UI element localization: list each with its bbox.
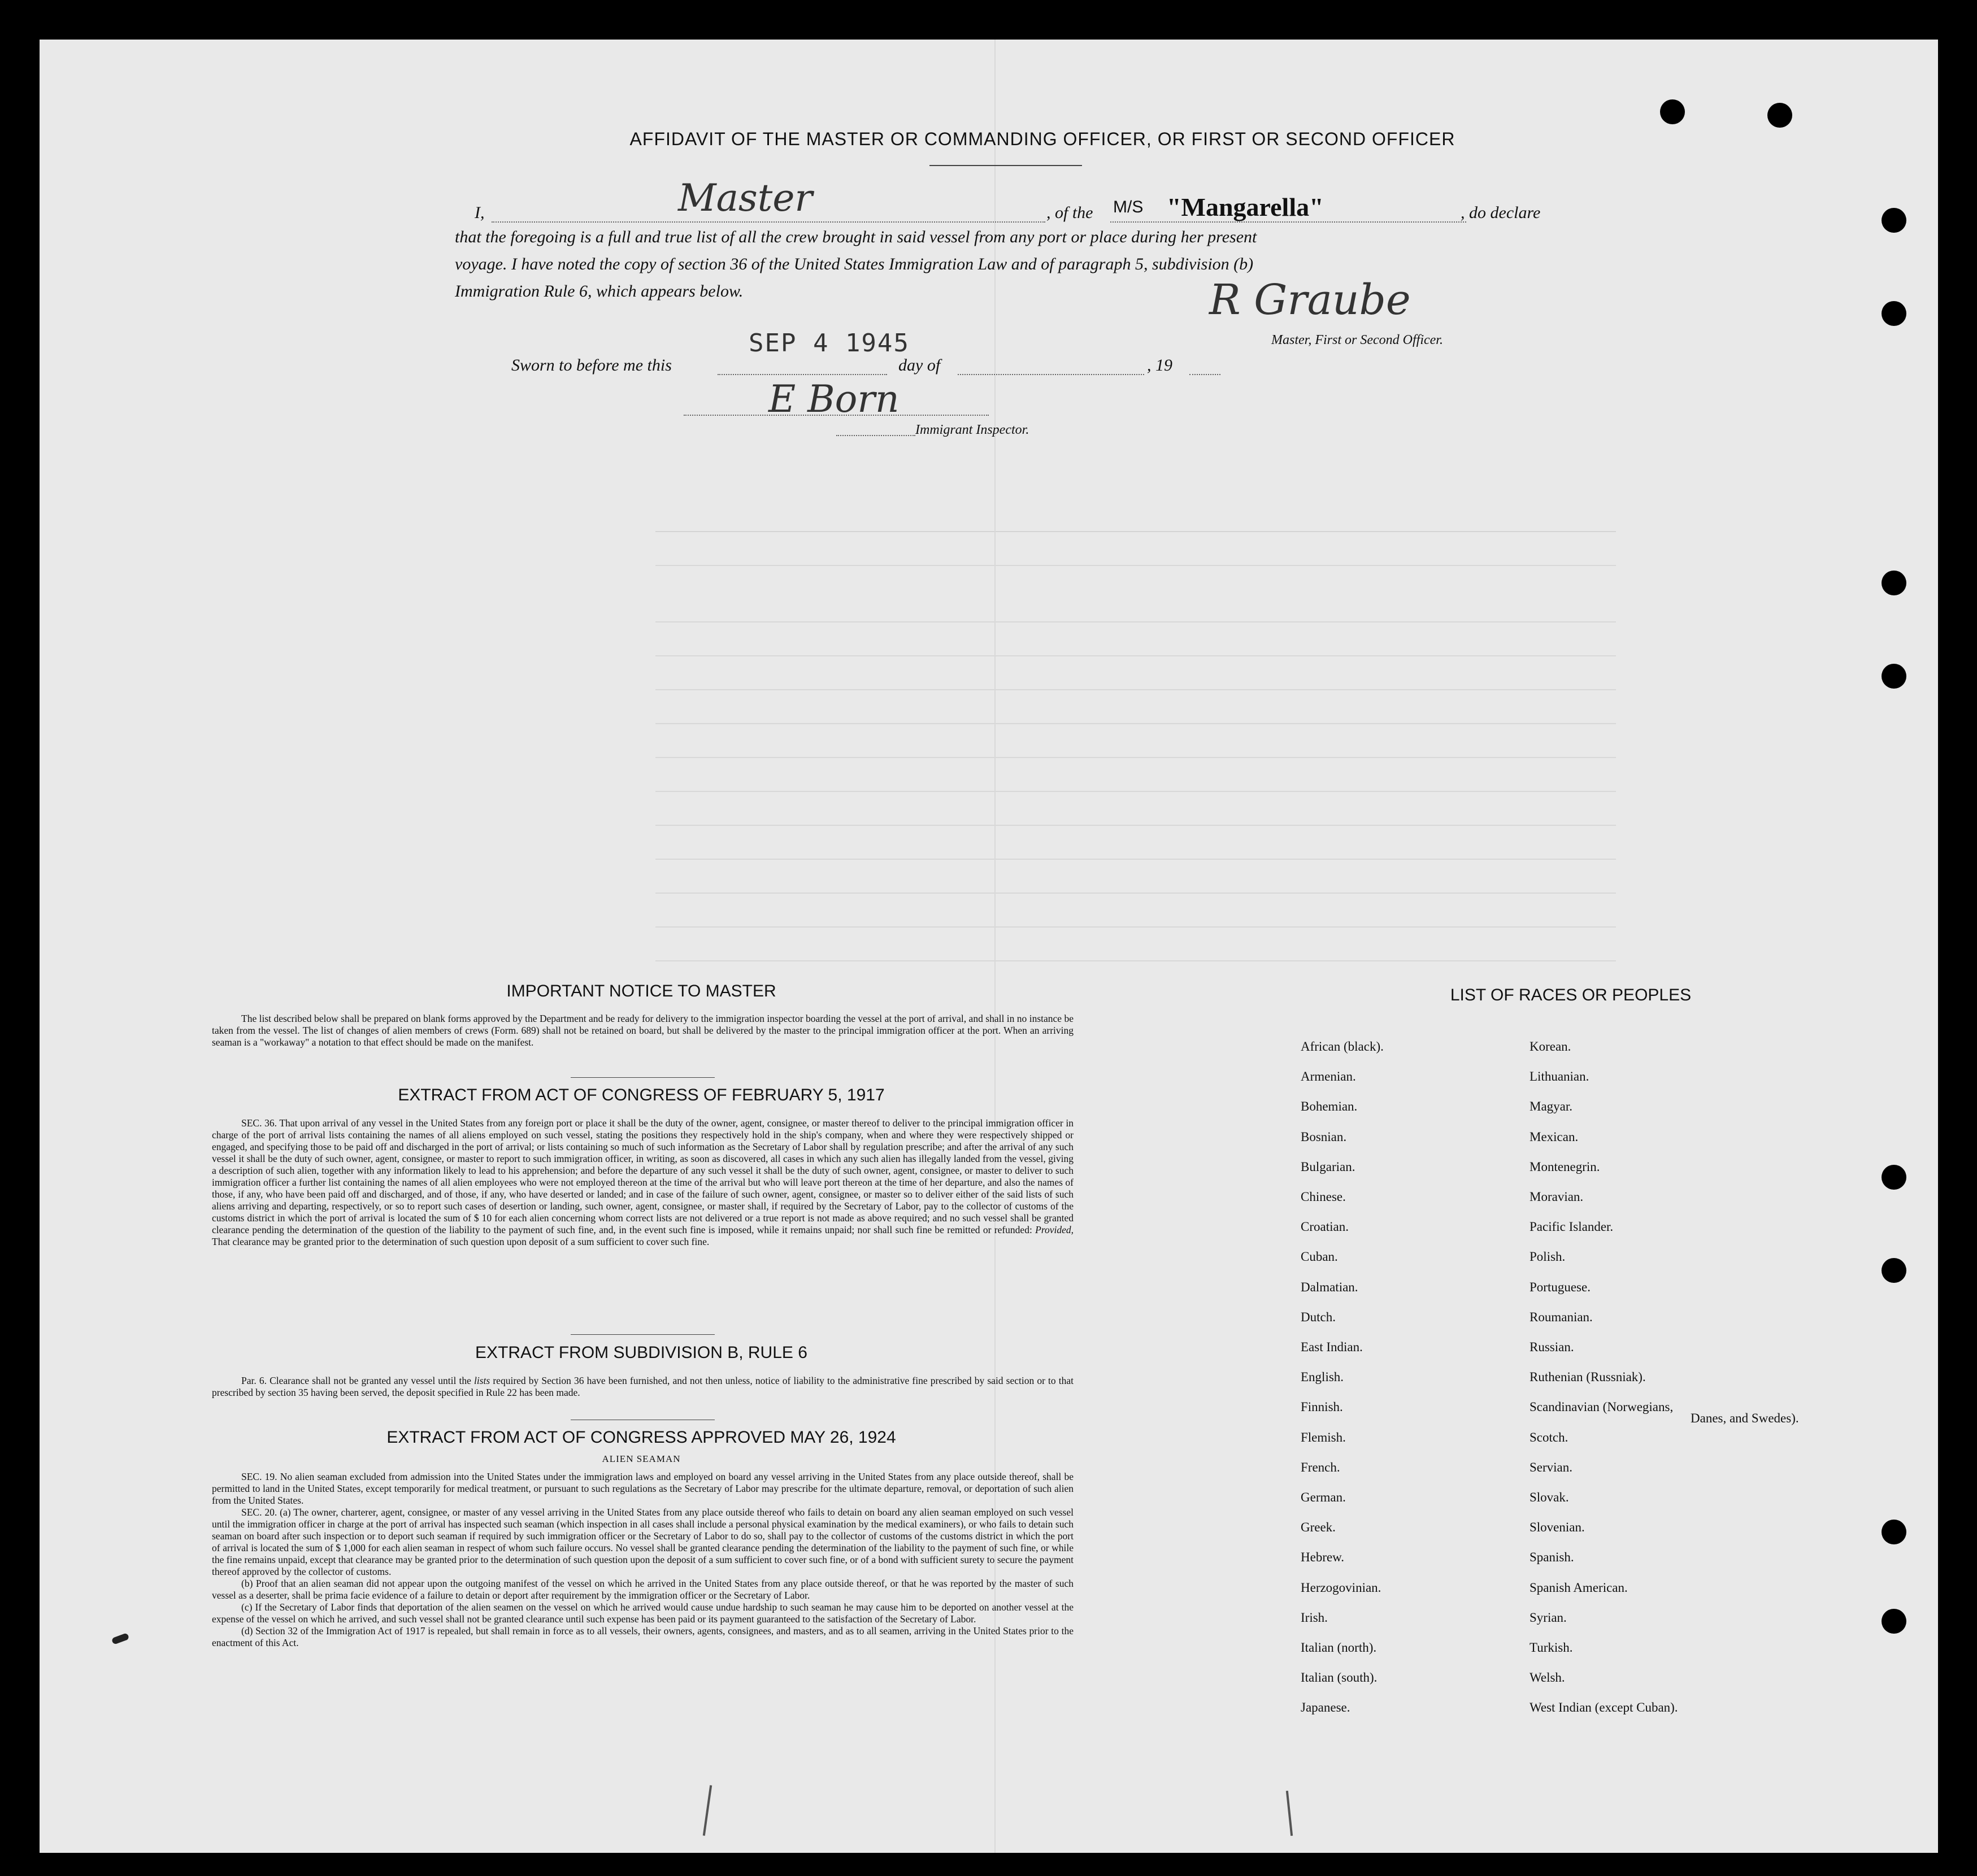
vessel-prefix: M/S — [1113, 198, 1144, 216]
sec-20d-paragraph: (d) Section 32 of the Immigration Act of 1917 is repealed, but shall remain in force as to all vessels, their owners, agents, consignees, and masters, and as to all seamen, arriving in the United States prior to the enactment of this Act. — [212, 1625, 1074, 1648]
provided-word: Provided, — [1035, 1224, 1074, 1235]
extract-1917-body — [212, 1117, 1074, 1248]
race-left-item: Chinese. — [1301, 1190, 1346, 1204]
race-left-item: East Indian. — [1301, 1340, 1363, 1354]
punch-hole — [1882, 1609, 1906, 1634]
vessel-name: "Mangarella" — [1167, 193, 1324, 221]
divider-1 — [571, 1077, 715, 1078]
race-right-item: Scandinavian (Norwegians, — [1530, 1400, 1674, 1414]
punch-hole — [1882, 664, 1906, 689]
race-right-item: Lithuanian. — [1530, 1069, 1589, 1084]
race-left-item: Japanese. — [1301, 1700, 1350, 1715]
race-left-item: Bosnian. — [1301, 1129, 1347, 1144]
rule6-text-a: Par. 6. Clearance shall not be granted any vessel until the — [241, 1375, 471, 1386]
sec-20c-paragraph: (c) If the Secretary of Labor finds that deportation of the alien seamen on the vessel on which he arrived would cause undue hardship to such seaman he may cause him to be deported on another vessel at the expense of the vessel on which he arrived, and such vessel shall not be granted clearance until such expense has been paid or its payment guaranteed to the satisfaction of the Secretary of Labor. — [212, 1601, 1074, 1625]
master-caption: Master, First or Second Officer. — [1271, 333, 1443, 347]
race-left-item: Bulgarian. — [1301, 1159, 1355, 1174]
punch-hole — [1882, 1165, 1906, 1190]
race-left-item: Dalmatian. — [1301, 1279, 1358, 1294]
year-field-line — [1189, 374, 1220, 375]
sworn-label: Sworn to before me this — [511, 356, 672, 375]
races-title: LIST OF RACES OR PEOPLES — [1450, 986, 1692, 1004]
race-right-item: Spanish. — [1530, 1550, 1574, 1565]
notice-title: IMPORTANT NOTICE TO MASTER — [506, 982, 776, 1000]
extract-1917-text: SEC. 36. That upon arrival of any vessel in the United States from any foreign port or place it shall be the duty of the owner, agent, consignee, or master thereof to deliver to the principal immigration officer in charge of the port of arrival lists containing the names of all aliens employed on such vessel, stating the positions they respectively hold in the ship's company, when and where they were respectively shipped or engaged, and specifying those to be paid off and discharged in the port of arrival; or lists containing so much of such information as the Secretary of Labor shall by regulation prescribe; and after the arrival of any such vessel it shall be the duty of such owner, agent, consignee, or master to report to such immigration officer, in writing, as soon as discovered, all cases in which any such alien has illegally landed from the vessel, giving a description of such alien, together with any information likely to lead to his apprehension; and before the departure of any such vessel it shall be the duty of such owner, agent, consignee, or master to deliver to such immigration officer a further list containing the names of all alien employees who were not employed thereon at the time of the arrival but who will leave port thereon at the time of her departure, and also the names of those, if any, who have been paid off and discharged, and of those, if any, who have deserted or landed; and in case of the failure of such owner, agent, consignee, or master so to deliver either of the said lists of such aliens arriving and departing, respectively, or so to report such cases of desertion or landing, such owner, agent, consignee, or master shall, if required by the Secretary of Labor, pay to the collector of customs of the customs district in which the port of arrival is located the sum of $ 10 for each alien concerning whom correct lists are not delivered or a true report is not made as above required; and no such vessel shall be granted clearance pending the determination of the question of the liability to the payment of such fine, and, in the event such fine is imposed, while it remains unpaid; nor shall such fine be remitted or refunded: — [212, 1117, 1074, 1235]
inspector-signature: E Born — [768, 377, 900, 421]
race-right-item: Servian. — [1530, 1460, 1573, 1474]
race-right-item: Russian. — [1530, 1340, 1574, 1354]
race-right-item: Mexican. — [1530, 1129, 1579, 1144]
day-of-label: day of — [898, 356, 941, 375]
sworn-date-field-line — [718, 374, 887, 375]
declaration-line-4: Immigration Rule 6, which appears below. — [455, 282, 744, 301]
race-right-item: Spanish American. — [1530, 1580, 1628, 1595]
extract-rule6-title: EXTRACT FROM SUBDIVISION B, RULE 6 — [475, 1343, 807, 1362]
race-left-item: Flemish. — [1301, 1430, 1346, 1444]
race-left-item: Finnish. — [1301, 1400, 1343, 1414]
race-right-item: Syrian. — [1530, 1610, 1567, 1625]
race-right-item: Slovenian. — [1530, 1520, 1585, 1535]
race-right-item: Slovak. — [1530, 1490, 1569, 1504]
extract-1924-body — [212, 1471, 1074, 1649]
punch-hole — [1660, 99, 1685, 124]
punch-hole — [1882, 208, 1906, 233]
document-page — [40, 40, 1938, 1853]
notice-body: The list described below shall be prepared on blank forms approved by the Department and be ready for delivery to the immigration inspector boarding the vessel at the port of arrival, and shall in no instance be taken from the vessel. The list of changes of alien members of crews (Form. 689) shall not be retained on board, but shall be delivered by the master to the principal immigration officer at the port. When an arriving seaman is a "workaway" a notation to that effect should be made on the manifest. — [212, 1013, 1074, 1048]
punch-hole — [1882, 1520, 1906, 1544]
extract-1924-title: EXTRACT FROM ACT OF CONGRESS APPROVED MAY 26, 1924 — [386, 1428, 896, 1447]
race-left-item: Cuban. — [1301, 1250, 1338, 1264]
rule6-text-b: required by Section 36 have been furnished, and not then unless, notice of liability to the administrative fine prescribed by said section or to that prescribed by section 35 having been served, the deposit specified in Rule 22 has been made. — [212, 1375, 1074, 1398]
sec-19-paragraph: SEC. 19. No alien seaman excluded from admission into the United States under the immigration laws and employed on board any vessel arriving in the United States from any place outside thereof, shall be permitted to land in the United States, except temporarily for medical treatment, or pursuant to such regulations as the Secretary of Labor may prescribe for the ultimate departure, removal, or deportation of such alien from the United States. — [212, 1471, 1074, 1506]
of-the-label: , of the — [1046, 203, 1093, 222]
race-left-item: English. — [1301, 1370, 1344, 1385]
extract-1924-subtitle: ALIEN SEAMAN — [602, 1453, 681, 1464]
extract-rule6-body — [212, 1375, 1074, 1399]
sec-20b-paragraph: (b) Proof that an alien seaman did not appear upon the outgoing manifest of the vessel on which he arrived in the United States from any place outside thereof, or that he was reported by the master of such vessel as a deserter, shall be prima facie evidence of a failure to detain or deport after requirement by the immigration officer or the Secretary of Labor. — [212, 1578, 1074, 1601]
race-right-item: Portuguese. — [1530, 1279, 1591, 1294]
title-underline — [929, 165, 1082, 166]
punch-hole — [1767, 103, 1792, 128]
race-left-item: Hebrew. — [1301, 1550, 1345, 1565]
scan-mark — [1286, 1791, 1293, 1836]
race-left-item: Italian (north). — [1301, 1640, 1377, 1655]
race-right-item: Welsh. — [1530, 1670, 1565, 1685]
race-left-item: Italian (south). — [1301, 1670, 1378, 1685]
master-signature: R Graube — [1209, 276, 1411, 324]
master-name-handwriting: Master — [678, 176, 812, 220]
race-right-item: Polish. — [1530, 1250, 1566, 1264]
scan-mark — [111, 1633, 129, 1645]
inspector-caption: Immigrant Inspector. — [915, 423, 1029, 437]
race-right-item: Korean. — [1530, 1039, 1571, 1054]
race-left-item: French. — [1301, 1460, 1340, 1474]
punch-hole — [1882, 571, 1906, 595]
race-left-item: Herzogovinian. — [1301, 1580, 1381, 1595]
divider-2 — [571, 1334, 715, 1335]
declaration-line-2: that the foregoing is a full and true list of all the crew brought in said vessel from any port or place during her present — [455, 228, 1257, 246]
declaration-line-3: voyage. I have noted the copy of section 36 of the United States Immigration Law and of paragraph 5, subdivision (b) — [455, 255, 1254, 273]
race-left-item: Dutch. — [1301, 1309, 1336, 1324]
name-field-line — [492, 221, 1045, 223]
race-left-item: Armenian. — [1301, 1069, 1356, 1084]
affidavit-title: AFFIDAVIT OF THE MASTER OR COMMANDING OFFICER, OR FIRST OR SECOND OFFICER — [629, 129, 1455, 149]
sworn-date-stamp: SEP 4 1945 — [749, 329, 910, 358]
race-right-item: Magyar. — [1530, 1099, 1573, 1114]
scan-mark — [703, 1785, 712, 1836]
extract-1917-tail: That clearance may be granted prior to the determination of such question upon deposit of a sum sufficient to cover such fine. — [212, 1236, 710, 1247]
race-left-item: Bohemian. — [1301, 1099, 1358, 1114]
vessel-field-line — [1110, 221, 1466, 223]
do-declare-label: , do declare — [1461, 203, 1541, 222]
race-left-item: Irish. — [1301, 1610, 1328, 1625]
punch-hole — [1882, 301, 1906, 326]
race-scandinavian-continuation: Danes, and Swedes). — [1691, 1411, 1799, 1425]
race-right-item: Montenegrin. — [1530, 1159, 1600, 1174]
race-left-item: African (black). — [1301, 1039, 1384, 1054]
sec-20a-paragraph: SEC. 20. (a) The owner, charterer, agent, consignee, or master of any vessel arriving in the United States from any place outside thereof who fails to detain on board any alien seaman employed on such vessel until the immigration officer in charge at the port of arrival has inspected such seaman (which inspection in all cases shall include a personal physical examination by the medical examiners), or who fails to detain such seaman on board after such inspection or to deport such seaman if required by such immigration officer or the Secretary of Labor to do so, shall pay to the collector of customs of the customs district in which the port of arrival is located the sum of $ 1,000 for each alien seaman in respect of whom such failure occurs. No vessel shall be granted clearance pending the determination of the liability to the payment of such fine, or while the fine remains unpaid, except that clearance may be granted prior to the determination of such question upon the deposit of a sum sufficient to cover such fine, or of a bond with sufficient surety to secure the payment thereof approved by the collector of customs. — [212, 1507, 1074, 1577]
race-left-item: German. — [1301, 1490, 1346, 1504]
race-left-item: Croatian. — [1301, 1220, 1349, 1234]
i-label: I, — [475, 203, 485, 222]
extract-1917-title: EXTRACT FROM ACT OF CONGRESS OF FEBRUARY 5, 1917 — [398, 1086, 885, 1104]
race-right-item: Ruthenian (Russniak). — [1530, 1370, 1646, 1385]
year-label: , 19 — [1147, 356, 1172, 375]
race-right-item: Scotch. — [1530, 1430, 1568, 1444]
rule6-lists-word: lists — [474, 1375, 490, 1386]
race-right-item: Roumanian. — [1530, 1309, 1593, 1324]
month-field-line — [958, 374, 1144, 375]
inspector-caption-line — [836, 435, 915, 436]
punch-hole — [1882, 1258, 1906, 1283]
race-right-item: Pacific Islander. — [1530, 1220, 1614, 1234]
race-right-item: West Indian (except Cuban). — [1530, 1700, 1678, 1715]
race-right-item: Turkish. — [1530, 1640, 1573, 1655]
race-left-item: Greek. — [1301, 1520, 1336, 1535]
race-right-item: Moravian. — [1530, 1190, 1584, 1204]
